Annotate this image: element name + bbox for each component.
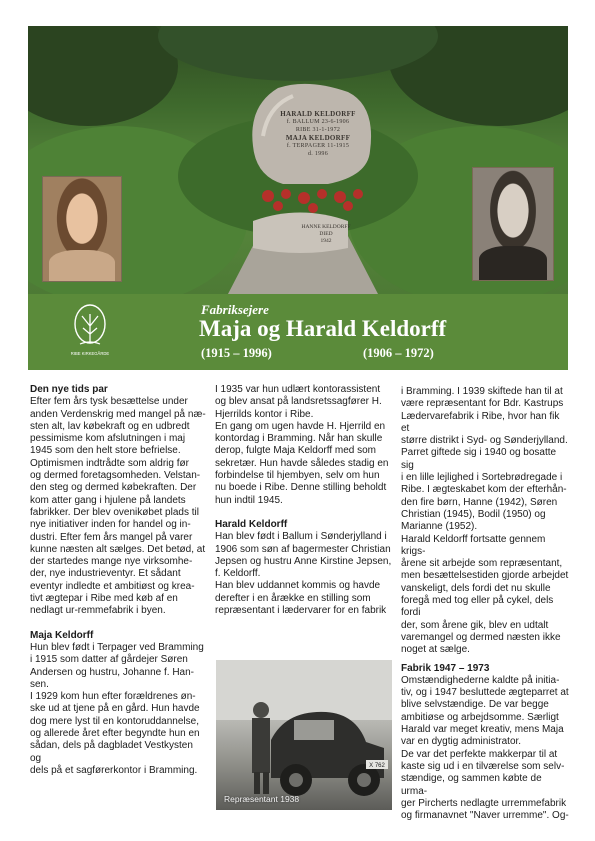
license-plate: X 762	[369, 763, 385, 769]
section-text: Hun blev født i Terpager ved Bramming i 1915 som datter af gårdejer Søren Andersen og hustru, Johanne f. Han- sen. I 1929 kom hun efter forældrenes øn- ske ud at tjene på en gård. Hun havde dog mere lyst til en kontoruddannelse, og allerede året efter begyndte hun en sådan, dels på dagbladet Vestkysten og dels på et sagførerkontor i Bramming.	[30, 641, 204, 776]
portrait-shoulders	[479, 246, 546, 280]
tree-icon	[68, 302, 112, 362]
portrait-maja	[42, 176, 122, 282]
stone-line: HARALD KELDORFF	[280, 110, 356, 118]
section-heading: Maja Keldorff	[30, 629, 94, 641]
logo-text: RIBE KIRKEGÅRDE	[70, 351, 110, 356]
section-text: Omstændighederne kaldte på initia- tiv, og i 1947 besluttede ægteparret at blive selvstændige. De var begge ambitiøse og arbejdsomme. Særligt Harald var meget kreativ, mens Maja var en dygtig administrator. De var det perfekte makkerpar til at kaste sig ud i en tilværelse som selv- stændige, og sammen købte de urma- ger Pircherts nedlagte urremmefabrik og firmanavnet "Naver urremme". Og-	[401, 674, 569, 822]
article-column-2	[215, 384, 393, 617]
page-title: Maja og Harald Keldorff	[199, 316, 447, 341]
section-heading: Harald Keldorff	[215, 518, 288, 530]
stone-line: d. 1996	[307, 151, 329, 157]
years-maja: (1915 – 1996)	[201, 346, 272, 360]
stone-line: f. BALLUM 23-6-1906	[286, 119, 350, 125]
plaque-line: 1942	[320, 238, 332, 244]
article-column-3	[401, 386, 569, 822]
article-column-1	[30, 384, 206, 777]
section-heading: Den nye tids par	[30, 384, 108, 395]
section-text: Han blev født i Ballum i Sønderjylland i 1906 som søn af bagermester Christian Jepsen og hustru Anne Kirstine Jepsen, f. Keldorff. Han blev uddannet kommis og havde derefter i en årække en stilling som repræsentant i lædervarer for en fabrik	[215, 531, 392, 617]
car-scene	[216, 660, 392, 810]
section-heading: Fabrik 1947 – 1973	[401, 662, 490, 674]
stone-line: RIBE 31-1-1972	[295, 127, 341, 133]
plaque-line: HANNE KELDORFF	[301, 224, 351, 230]
subtitle: Fabriksejere	[201, 302, 269, 317]
stone-line: f. TERPAGER 11-1915	[286, 143, 350, 149]
photo-caption: Repræsentant 1938	[224, 794, 300, 804]
portrait-shoulders	[49, 250, 115, 281]
section-text: i Bramming. I 1939 skiftede han til at være repræsentant for Bdr. Kastrups Lædervarefabrik i Ribe, hvor han fik et større distrikt i Syd- og Sønderjylland. Parret giftede sig i 1940 og bosatte sig i en lille lejlighed i Sortebrødregade i Ribe. I ægteskabet kom der efterhån- den fire børn, Hanne (1942), Søren Christian (1945), Bodil (1950) og Marianne (1952). Harald Keldorff fortsatte gennem krigs- årene sit arbejde som repræsentant, men besættelsestiden gjorde arbejdet vanskeligt, dels fordi det nu skulle foregå med tog eller på cykel, dels fordi der, som årene gik, blev en udtalt varemangel og dermed næsten ikke noget at sælge.	[401, 386, 569, 656]
section-text: I 1935 var hun udlært kontorassistent og blev ansat på landsretssagfører H. Hjerrilds kontor i Ribe. En gang om ugen havde H. Hjerrild en kontordag i Bramming. Når han skulle derop, fulgte Maja Keldorff med som sekretær. Hun havde således stadig en forbindelse til hjembyen, selv om hun nu boede i Ribe. Denne stilling beholdt hun indtil 1945.	[215, 384, 389, 506]
years-harald: (1906 – 1972)	[363, 346, 434, 360]
section-text: Efter fem års tysk besættelse under anden Verdenskrig med mangel på næ- sten alt, lav købekraft og en udbredt pessimisme kom afslutningen i maj 1945 som den helt store befrielse. Optimismen indtrådte som aldrig før og dermed foretagsomheden. Velstan- den steg og dermed købekraften. Der kom atter gang i hjulene på landets fabrikker. Der blev ovenikøbet plads til nye initiativer inden for handel og in- dustri. Efter fem års mangel på varer kunne næsten alt sælges. Det betød, at der startedes mange nye virksomhe- der, nye industrieventyr. Et sådant eventyr indledte et ambitiøst og krea- tivt ægtepar i Ribe med køb af en nedlagt ur-remmefabrik i byen.	[30, 396, 206, 617]
title-banner	[28, 294, 568, 370]
plaque-line: DIED	[319, 231, 333, 237]
portrait-harald	[472, 167, 554, 281]
stone-line: MAJA KELDORFF	[285, 134, 351, 142]
car-photo	[216, 660, 392, 810]
